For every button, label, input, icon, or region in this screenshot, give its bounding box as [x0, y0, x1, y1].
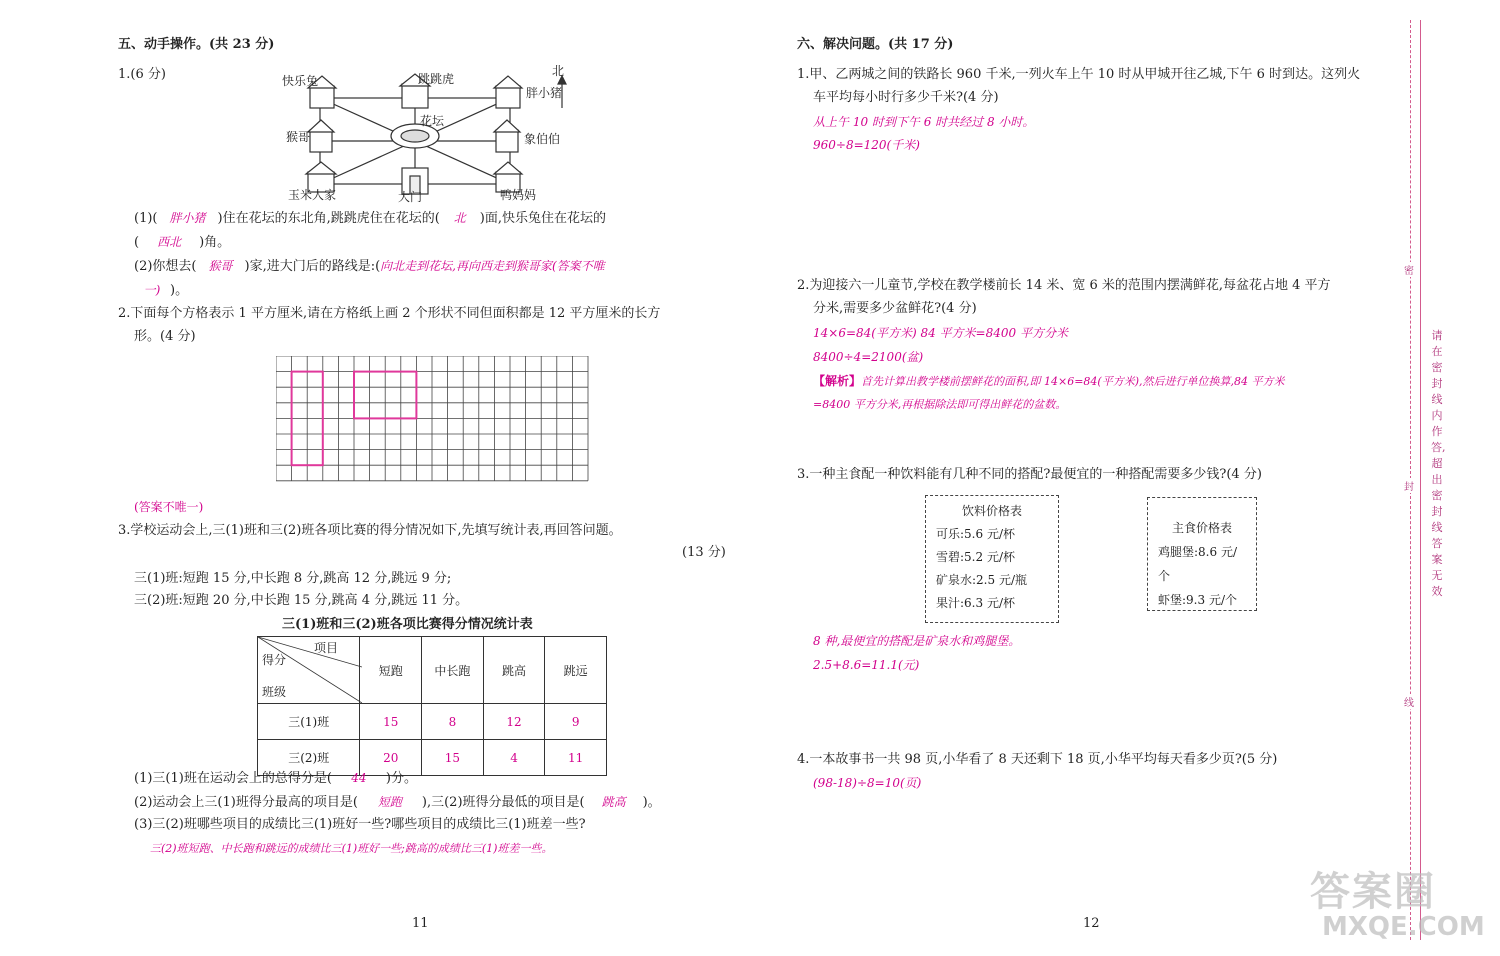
table-cell: 4 — [483, 740, 545, 776]
answer-blank: 猴哥 — [208, 259, 233, 273]
table-cell: 8 — [422, 704, 484, 740]
header-score: 得分 — [262, 653, 287, 667]
q2-line2: 形。(4 分) — [134, 329, 196, 344]
answer-blank: 短跑 — [377, 795, 402, 809]
table-title: 三(1)班和三(2)班各项比赛得分情况统计表 — [282, 617, 533, 632]
section-title-operation: 五、动手操作。(共 23 分) — [118, 37, 275, 52]
r-q2-line1: 2.为迎接六一儿童节,学校在教学楼前长 14 米、宽 6 米的范围内摆满鲜花,每盆花占地 4 平方 — [797, 278, 1331, 293]
q1-line4 — [134, 281, 188, 300]
table-cell: 9 — [545, 704, 607, 740]
q3-sub1 — [134, 769, 417, 788]
r-q1-answer-2: 960÷8=120(千米) — [813, 138, 920, 152]
drink-price-table — [925, 495, 1059, 623]
q1-line2-text-b: )角。 — [199, 235, 231, 250]
drink-item: 果汁:6.3 元/杯 — [936, 596, 1015, 610]
r-q3-answer-1: 8 种,最便宜的搭配是矿泉水和鸡腿堡。 — [813, 634, 1021, 648]
q3-points: (13 分) — [682, 545, 726, 560]
watermark-logo: 答案圈 — [1310, 869, 1436, 915]
q1-line3 — [134, 257, 605, 276]
seal-mark: 密 — [1404, 262, 1414, 277]
seal-line-solid — [1420, 20, 1421, 940]
seal-notice-vertical: 请在密封线内作答,超出密封线答案无效 — [1431, 329, 1446, 598]
q1-line3-text-a: (2)你想去( — [134, 259, 197, 274]
r-q2-line2: 分米,需要多少盆鲜花?(4 分) — [813, 301, 977, 316]
map-label-tiaotiaohu: 跳跳虎 — [418, 72, 455, 86]
q1-label: 1.(6 分) — [118, 67, 166, 82]
answer-blank: 44 — [351, 771, 367, 785]
q1-line3-text-b: )家,进大门后的路线是:( — [244, 259, 381, 274]
q3-sub2-text-a: (2)运动会上三(1)班得分最高的项目是( — [134, 795, 358, 810]
table-cell: 12 — [483, 704, 545, 740]
column-header: 跳高 — [483, 637, 545, 704]
q2-answer-note: (答案不唯一) — [134, 500, 204, 514]
map-label-kuailetu: 快乐兔 — [282, 74, 319, 88]
q3-sub1-text-b: )分。 — [385, 771, 417, 786]
r-q3-line1: 3.一种主食配一种饮料能有几种不同的搭配?最便宜的一种搭配需要多少钱?(4 分) — [797, 467, 1262, 482]
map-label-xiangbobo: 象伯伯 — [524, 132, 561, 146]
drink-item: 雪碧:5.2 元/杯 — [936, 550, 1015, 564]
column-header: 跳远 — [545, 637, 607, 704]
answer-blank: 向北走到花坛,再向西走到猴哥家(答案不唯 — [380, 259, 605, 273]
food-item: 虾堡:9.3 元/个 — [1158, 593, 1237, 607]
q2-line1: 2.下面每个方格表示 1 平方厘米,请在方格纸上画 2 个形状不同但面积都是 12 平方厘米的长方 — [118, 306, 661, 321]
score-table — [257, 636, 607, 776]
food-item: 鸡腿堡:8.6 元/个 — [1158, 545, 1237, 583]
r-q4-answer: (98-18)÷8=10(页) — [813, 776, 922, 790]
answer-blank: 跳高 — [601, 795, 626, 809]
q3-sub3-answer: 三(2)班短跑、中长跑和跳远的成绩比三(1)班好一些;跳高的成绩比三(1)班差一些。 — [150, 842, 553, 855]
food-table-title: 主食价格表 — [1171, 521, 1232, 535]
q3-class2-scores: 三(2)班:短跑 20 分,中长跑 15 分,跳高 4 分,跳远 11 分。 — [134, 593, 469, 608]
q3-line1: 3.学校运动会上,三(1)班和三(2)班各项比赛的得分情况如下,先填写统计表,再回答问题。 — [118, 523, 622, 538]
table-cell: 20 — [360, 740, 422, 776]
q3-sub2-text-b: ),三(2)班得分最低的项目是( — [421, 795, 585, 810]
row-class-name: 三(1)班 — [258, 704, 360, 740]
r-q2-analysis-2: =8400 平方分米,再根据除法即可得出鲜花的盆数。 — [813, 398, 1067, 411]
r-q1-answer-1: 从上午 10 时到下午 6 时共经过 8 小时。 — [813, 115, 1035, 129]
map-label-pangxiaozhu: 胖小猪 — [526, 86, 563, 100]
map-label-yumirenjia: 玉米人家 — [288, 188, 337, 202]
map-label-north: 北 — [552, 64, 565, 78]
q1-line1-text-c: )面,快乐兔住在花坛的 — [479, 211, 606, 226]
q3-class1-scores: 三(1)班:短跑 15 分,中长跑 8 分,跳高 12 分,跳远 9 分; — [134, 571, 452, 586]
watermark-url: MXQE.COM — [1322, 912, 1485, 942]
analysis-text: 首先计算出教学楼前摆鲜花的面积,即 14×6=84(平方米),然后进行单位换算,84 平方米 — [861, 375, 1285, 388]
grid-svg — [276, 356, 590, 484]
q3-sub2 — [134, 793, 661, 812]
drink-table-title: 饮料价格表 — [961, 504, 1022, 518]
q1-line1-text-a: (1)( — [134, 211, 158, 226]
food-price-table — [1147, 497, 1257, 611]
answer-blank: 北 — [453, 211, 466, 225]
seal-mark: 封 — [1404, 478, 1414, 493]
answer-blank: 一) — [143, 283, 161, 297]
drink-item: 可乐:5.6 元/杯 — [936, 527, 1015, 541]
q1-line4-text-b: )。 — [170, 283, 189, 298]
map-label-houge: 猴哥 — [286, 130, 311, 144]
page-number-left: 11 — [412, 916, 429, 931]
column-header: 中长跑 — [422, 637, 484, 704]
r-q2-answer-2: 8400÷4=2100(盆) — [813, 350, 924, 364]
row-class-name: 三(2)班 — [258, 740, 360, 776]
q3-sub3: (3)三(2)班哪些项目的成绩比三(1)班好一些?哪些项目的成绩比三(1)班差一些? — [134, 817, 586, 832]
page-number-right: 12 — [1083, 916, 1100, 931]
grid-paper — [276, 356, 590, 488]
seal-mark: 线 — [1404, 694, 1414, 709]
header-item: 项目 — [314, 641, 339, 655]
table-cell: 11 — [545, 740, 607, 776]
r-q2-analysis-1 — [813, 372, 1285, 391]
q3-sub2-text-c: )。 — [642, 795, 661, 810]
table-header-row — [258, 637, 607, 704]
q1-line1 — [134, 209, 606, 228]
r-q2-answer-1: 14×6=84(平方米) 84 平方米=8400 平方分米 — [813, 326, 1068, 340]
answer-blank: 胖小猪 — [169, 211, 206, 225]
map-label-huatan: 花坛 — [420, 114, 445, 128]
column-header: 短跑 — [360, 637, 422, 704]
map-figure — [280, 64, 580, 204]
r-q1-line2: 车平均每小时行多少千米?(4 分) — [813, 90, 999, 105]
table-cell: 15 — [360, 704, 422, 740]
q1-line1-text-b: )住在花坛的东北角,跳跳虎住在花坛的( — [217, 211, 440, 226]
table-cell: 15 — [422, 740, 484, 776]
q1-line2-text-a: ( — [134, 235, 140, 250]
section-title-problems: 六、解决问题。(共 17 分) — [797, 37, 954, 52]
q1-line2 — [134, 233, 230, 252]
analysis-tag: 【解析】 — [813, 374, 862, 388]
answer-blank: 西北 — [157, 235, 182, 249]
q3-sub1-text-a: (1)三(1)班在运动会上的总得分是( — [134, 771, 332, 786]
table-corner-cell — [258, 637, 360, 704]
r-q1-line1: 1.甲、乙两城之间的铁路长 960 千米,一列火车上午 10 时从甲城开往乙城,下午 6 时到达。这列火 — [797, 67, 1361, 82]
r-q3-answer-2: 2.5+8.6=11.1(元) — [813, 658, 920, 672]
header-class: 班级 — [262, 685, 287, 699]
r-q4-line1: 4.一本故事书一共 98 页,小华看了 8 天还剩下 18 页,小华平均每天看多少页?(5 分) — [797, 752, 1278, 767]
map-label-damen: 大门 — [398, 190, 423, 204]
table-row — [258, 704, 607, 740]
drink-item: 矿泉水:2.5 元/瓶 — [936, 573, 1027, 587]
map-label-yamama: 鸭妈妈 — [500, 188, 537, 202]
